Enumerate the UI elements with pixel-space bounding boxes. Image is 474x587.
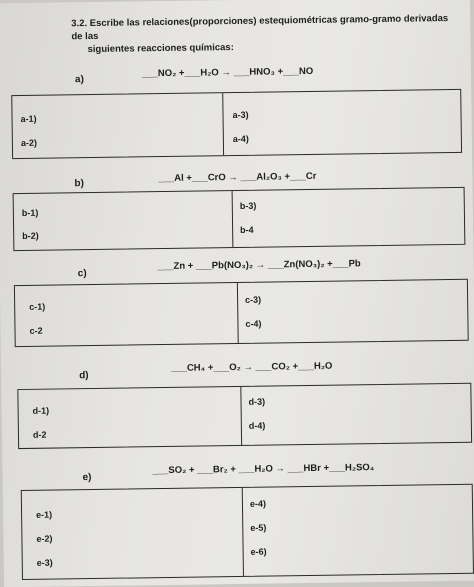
section-a-divider bbox=[222, 93, 224, 155]
exercise-instructions bbox=[71, 12, 452, 56]
section-b-label: b) bbox=[74, 178, 85, 190]
section-c-divider bbox=[237, 283, 239, 343]
answer-e-3: e-3) bbox=[36, 557, 53, 568]
section-e-equation: ___SO₂ + ___Br₂ + ___H₂O → ___HBr +___H₂SO₄ bbox=[152, 462, 375, 477]
answer-b-2: b-2) bbox=[22, 230, 39, 241]
section-a-equation: ___NO₂ +___H₂O → ___HNO₃ +___NO bbox=[141, 65, 314, 80]
section-e-answer-box bbox=[21, 484, 474, 580]
answer-d-1: d-1) bbox=[32, 405, 50, 416]
instructions-line-2: siguientes reacciones químicas: bbox=[87, 42, 234, 56]
answer-c-1: c-1) bbox=[29, 301, 46, 312]
section-a-answer-box bbox=[11, 89, 462, 159]
answer-b-3: b-3) bbox=[239, 200, 257, 211]
section-a-label: a) bbox=[74, 74, 85, 86]
answer-e-5: e-5) bbox=[250, 522, 267, 533]
section-c-answer-box bbox=[14, 279, 469, 347]
section-b-equation: ___Al +___CrO → ___Al₂O₃ +___Cr bbox=[158, 170, 317, 185]
answer-a-1: a-1) bbox=[20, 113, 37, 125]
answer-a-3: a-3) bbox=[232, 109, 249, 121]
answer-e-4: e-4) bbox=[249, 498, 267, 509]
section-b-divider bbox=[232, 191, 234, 247]
answer-e-2: e-2) bbox=[36, 533, 53, 544]
section-e-label: e) bbox=[82, 472, 92, 484]
answer-b-1: b-1) bbox=[21, 207, 39, 218]
section-d-answer-box bbox=[17, 383, 472, 449]
answer-d-2: d-2 bbox=[32, 429, 47, 440]
section-c-equation: ___Zn + ___Pb(NO₃)₂ → ___Zn(NO₃)₂ +___Pb bbox=[157, 258, 361, 273]
section-e-divider bbox=[242, 488, 244, 576]
section-b-answer-box bbox=[13, 187, 466, 251]
answer-b-4: b-4 bbox=[240, 224, 254, 235]
answer-e-1: e-1) bbox=[36, 509, 53, 520]
answer-d-3: d-3) bbox=[248, 396, 266, 407]
answer-a-2: a-2) bbox=[20, 137, 37, 149]
answer-d-4: d-4) bbox=[248, 420, 266, 431]
instructions-line-1: 3.2. Escribe las relaciones(proporciones) estequiométricas gramo-gramo derivadas de las bbox=[71, 13, 449, 43]
answer-e-6: e-6) bbox=[250, 546, 267, 557]
answer-c-2: c-2 bbox=[29, 325, 43, 336]
section-d-equation: ___CH₄ +___O₂ → ___CO₂ +___H₂O bbox=[170, 360, 333, 374]
answer-c-4: c-4) bbox=[245, 318, 262, 329]
section-d-divider bbox=[240, 387, 242, 445]
answer-c-3: c-3) bbox=[245, 294, 262, 305]
section-c-label: c) bbox=[77, 268, 87, 280]
section-d-label: d) bbox=[79, 370, 89, 382]
answer-a-4: a-4) bbox=[232, 133, 249, 145]
